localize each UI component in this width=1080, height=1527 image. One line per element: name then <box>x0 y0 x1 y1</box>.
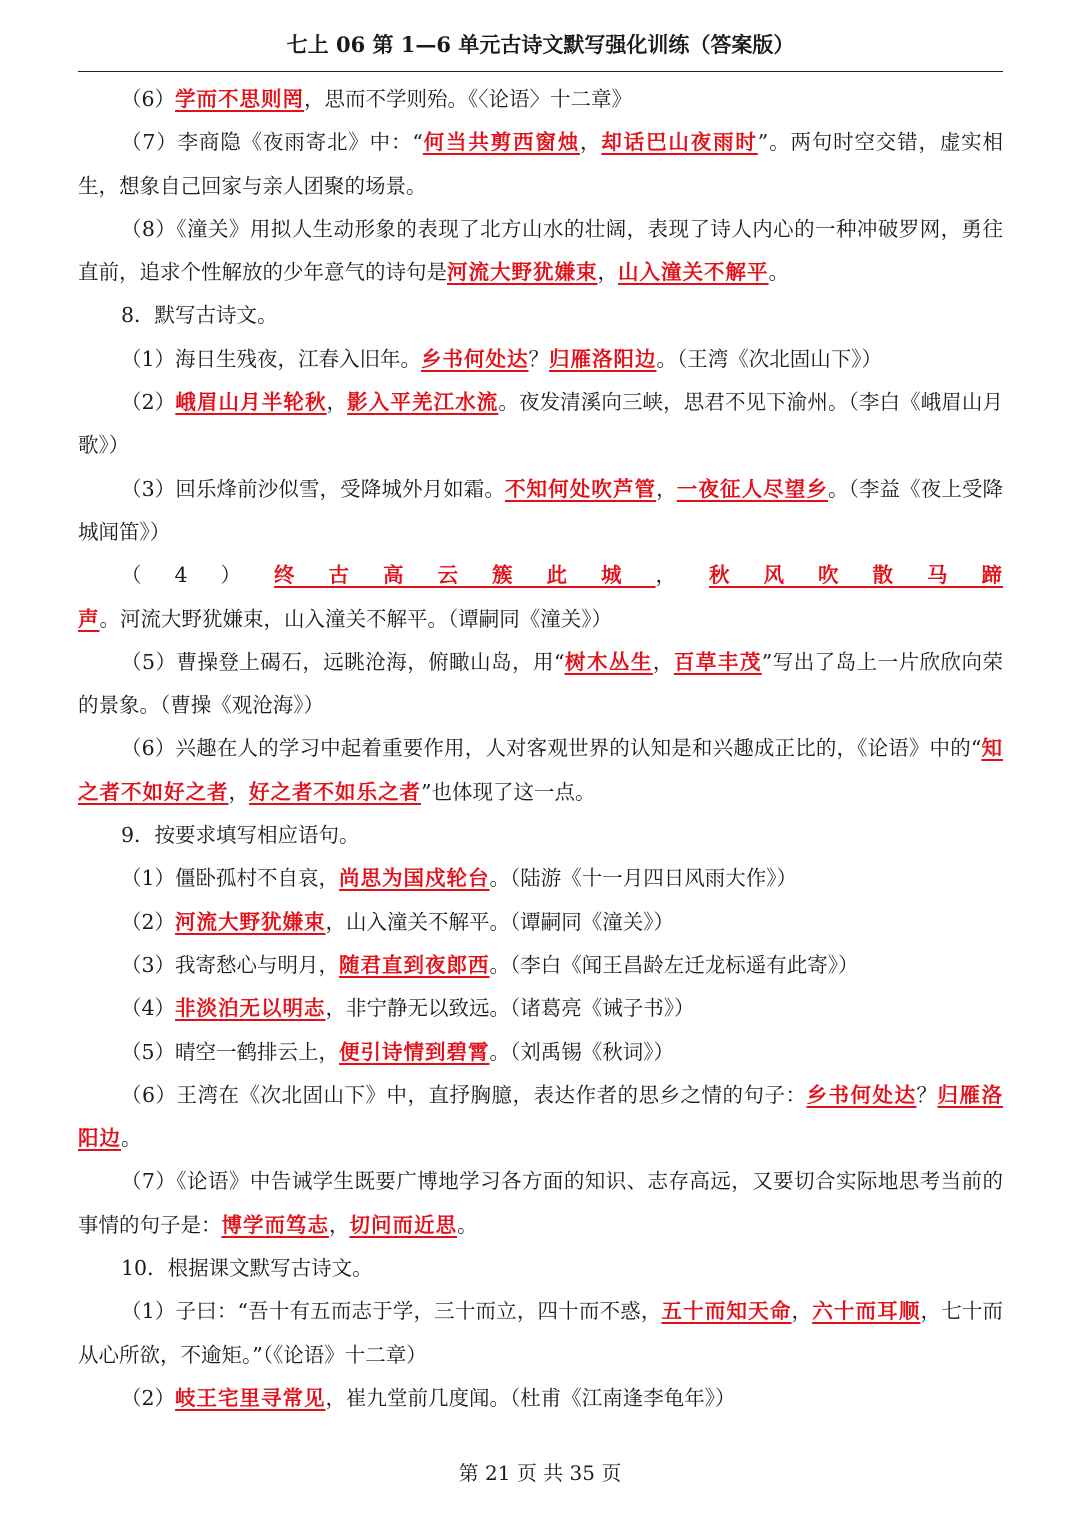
answer-text: 一夜征人尽望乡 <box>676 476 828 501</box>
body-text: （1）海日生残夜，江春入旧年。 <box>121 346 422 371</box>
answer-text: 百草丰茂 <box>673 649 762 674</box>
body-text: （2） <box>121 909 176 934</box>
answer-text: 五十而知天命 <box>661 1299 792 1324</box>
body-text: ， <box>580 130 602 155</box>
body-text: （5）晴空一鹤排云上， <box>121 1039 340 1064</box>
body-text: （1）子曰：“吾十有五而志于学，三十而立，四十而不惑， <box>121 1299 662 1324</box>
paragraph <box>78 468 1003 555</box>
body-text: 。（王湾《次北固山下》） <box>656 346 883 371</box>
answer-text: 切问而近思 <box>349 1212 457 1237</box>
answer-text: 便引诗情到碧霄 <box>339 1039 490 1064</box>
body-text: 。夜发清溪向三峡，思君不见下渝州。（李白《峨眉山月歌》） <box>78 390 1004 458</box>
paragraph <box>78 381 1003 468</box>
body-text: （2） <box>121 390 176 415</box>
body-text: 。 <box>457 1212 478 1237</box>
body-text: 。河流大野犹嫌束，山入潼关不解平。（谭嗣同《潼关》） <box>99 606 612 631</box>
paragraph <box>78 814 1003 857</box>
paragraph <box>78 944 1003 987</box>
body-text: （3）回乐烽前沙似雪，受降城外月如霜。 <box>121 476 505 501</box>
body-text: 。 <box>768 260 789 285</box>
answer-text: 随君直到夜郎西 <box>339 952 490 977</box>
answer-text: 终古高云簇此城 <box>274 563 656 588</box>
answer-text: 山入潼关不解平 <box>618 260 769 285</box>
body-text: ， <box>326 390 348 415</box>
paragraph <box>78 1377 1003 1420</box>
paragraph <box>78 1160 1003 1247</box>
paragraph <box>78 208 1003 295</box>
answer-text: 秋风吹散马蹄声 <box>78 563 1004 631</box>
body-text: （7）《论语》中告诫学生既要广博地学习各方面的知识、志存高远，又要切合实际地思考当前的事情的句子是： <box>78 1169 1003 1237</box>
body-text: ？ <box>916 1082 938 1107</box>
body-text: （6）王湾在《次北固山下》中，直抒胸臆，表达作者的思乡之情的句子： <box>121 1082 807 1107</box>
answer-text: 好之者不如乐之者 <box>249 779 421 804</box>
body-text: ，七十而从心所欲，不逾矩。”（《论语》十二章） <box>78 1299 1004 1367</box>
body-text: ， <box>597 260 618 285</box>
body-text: ， <box>791 1299 813 1324</box>
answer-text: 乡书何处达 <box>421 346 529 371</box>
answer-text: 学而不思则罔 <box>175 87 305 111</box>
header-divider <box>78 71 1003 72</box>
body-text: ”也体现了这一点。 <box>421 779 596 804</box>
answer-text: 非淡泊无以明志 <box>175 996 326 1021</box>
paragraph <box>78 987 1003 1030</box>
body-text: 8．默写古诗文。 <box>121 303 278 328</box>
body-text: （3）我寄愁心与明月， <box>121 952 340 977</box>
answer-text: 却话巴山夜雨时 <box>601 130 758 155</box>
body-text: （2） <box>121 1385 176 1410</box>
body-text: （1）僵卧孤村不自哀， <box>121 866 340 891</box>
document-body <box>78 78 1003 1420</box>
answer-text: 河流大野犹嫌束 <box>175 909 326 934</box>
body-text: ， <box>655 563 710 588</box>
body-text: ，思而不学则殆。《〈论语〉十二章》 <box>304 87 633 111</box>
body-text: 。（陆游《十一月四日风雨大作》） <box>489 866 798 891</box>
paragraph <box>78 1031 1003 1074</box>
answer-text: 六十而耳顺 <box>812 1299 921 1324</box>
body-text: （7）李商隐《夜雨寄北》中：“ <box>121 130 423 155</box>
body-text: ， <box>228 779 249 804</box>
answer-text: 不知何处吹芦管 <box>504 476 657 501</box>
body-text: （6） <box>121 87 176 111</box>
body-text: 。（李白《闻王昌龄左迁龙标遥有此寄》） <box>489 952 859 977</box>
paragraph <box>78 121 1003 208</box>
body-text: ？ <box>528 346 550 371</box>
answer-text: 归雁洛阳边 <box>549 346 657 371</box>
body-text: ， <box>652 649 674 674</box>
body-text: 。 <box>121 1126 142 1151</box>
paragraph <box>78 78 1003 121</box>
answer-text: 尚思为国戍轮台 <box>339 866 490 891</box>
paragraph <box>78 554 1003 641</box>
page-header-title: 七上 06 第 1—6 单元古诗文默写强化训练（答案版） <box>286 32 795 57</box>
answer-text: 河流大野犹嫌束 <box>447 260 598 285</box>
paragraph <box>78 1290 1003 1377</box>
body-text: 9．按要求填写相应语句。 <box>121 823 360 848</box>
answer-text: 影入平羌江水流 <box>347 390 499 415</box>
body-text: ， <box>329 1212 350 1237</box>
answer-text: 岐王宅里寻常见 <box>175 1385 326 1410</box>
answer-text: 乡书何处达 <box>806 1082 917 1107</box>
page-footer: 第 21 页 共 35 页 <box>458 1461 622 1485</box>
paragraph <box>78 727 1003 814</box>
body-text: （4） <box>121 996 176 1021</box>
answer-text: 树木丛生 <box>564 649 653 674</box>
body-text: ，山入潼关不解平。（谭嗣同《潼关》） <box>325 909 675 934</box>
paragraph <box>78 901 1003 944</box>
body-text: （8）《潼关》用拟人生动形象的表现了北方山水的壮阔，表现了诗人内心的一种冲破罗网，勇往直前，追求个性解放的少年意气的诗句是 <box>78 216 1003 285</box>
paragraph <box>78 641 1003 728</box>
paragraph <box>78 1074 1003 1161</box>
body-text: 。（李益《夜上受降城闻笛》） <box>78 476 1004 544</box>
body-text: ，崔九堂前几度闻。（杜甫《江南逢李龟年》） <box>325 1385 736 1410</box>
body-text: （6）兴趣在人的学习中起着重要作用，人对客观世界的认知是和兴趣成正比的，《论语》中的“ <box>121 736 982 761</box>
body-text: ， <box>656 476 677 501</box>
body-text: ”写出了岛上一片欣欣向荣的景象。（曹操《观沧海》） <box>78 649 1004 718</box>
answer-text: 何当共剪西窗烛 <box>422 130 581 155</box>
answer-text: 峨眉山月半轮秋 <box>175 390 327 415</box>
answer-text: 博学而笃志 <box>221 1212 329 1237</box>
body-text: ”。两句时空交错，虚实相生，想象自己回家与亲人团聚的场景。 <box>78 130 1004 198</box>
paragraph <box>78 338 1003 381</box>
body-text: （4） <box>121 563 275 588</box>
answer-text: 归雁洛阳边 <box>78 1082 1004 1151</box>
body-text: ，非宁静无以致远。（诸葛亮《诫子书》） <box>325 996 695 1021</box>
body-text: 10．根据课文默写古诗文。 <box>121 1256 373 1281</box>
answer-text: 知之者不如好之者 <box>78 736 1003 804</box>
body-text: （5）曹操登上碣石，远眺沧海，俯瞰山岛，用“ <box>121 649 565 674</box>
paragraph <box>78 857 1003 900</box>
paragraph <box>78 1247 1003 1290</box>
paragraph <box>78 294 1003 337</box>
body-text: 。（刘禹锡《秋词》） <box>489 1039 675 1064</box>
